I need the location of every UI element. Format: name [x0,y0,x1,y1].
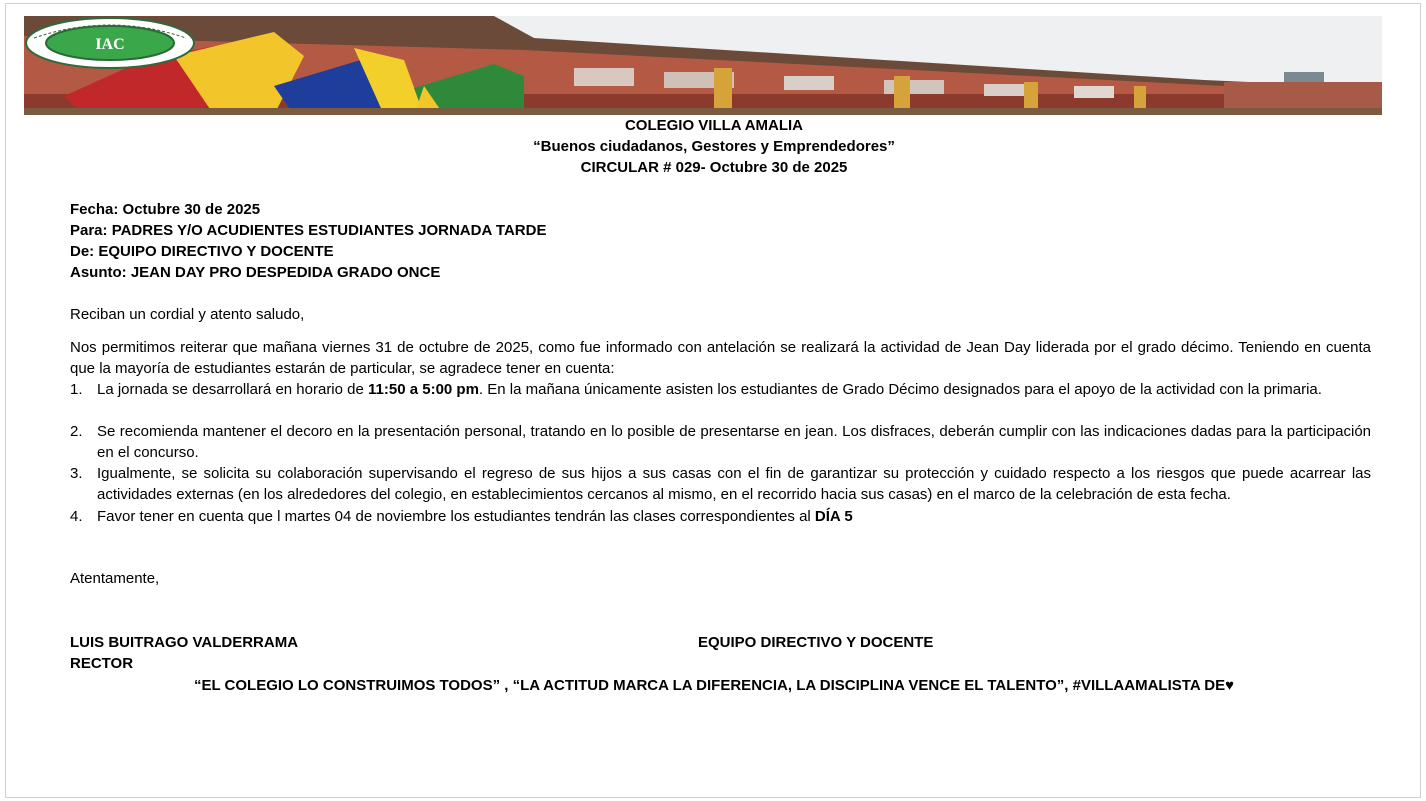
signature-team-name: EQUIPO DIRECTIVO Y DOCENTE [698,634,934,651]
signature-rector-name: LUIS BUITRAGO VALDERRAMA [70,634,299,651]
intro-paragraph: Nos permitimos reiterar que mañana viernes 31 de octubre de 2025, como fue informado con antelación se realizará la actividad de Jean Day liderada por el grado décimo. Teniendo en cuenta que la mayoría de estudiantes estarán de particular, se agradece tener en cuenta: [70,339,1371,377]
signature-rector-role: RECTOR [70,655,134,672]
svg-text:IAC: IAC [95,36,125,53]
document-page: IAC COLEGIO VILLA AMALIA “Buenos ciudadanos, Gestores y Emprendedores” CIRCULAR # 029- Octubre 30 de 2025 Fecha: Octubre 30 de 2025 Para: PADRES Y/O ACUDIENTES ESTUDIANTES JORNADA TARDE De: EQUIPO DIRECTIVO Y DOCENTE Asunto: JEAN DAY PRO DESPEDIDA GRADO ONCE Reciban un cordial y atento saludo, Nos permitimos reiterar que mañana viernes 31 de octubre de 2025, como fue informado con antelación se realizará la actividad de Jean Day liderada por el grado décimo. Teniendo en cuenta que la mayoría de estudiantes estarán de particular, se agradece tener en cuenta: 1. La jornada se desarrollará en horario de 11:50 a 5:00 pm. En la mañana únicamente asisten los estudiantes de Grado Décimo designados para el apoyo de la actividad con la primaria. 2. Se recomienda mantener el decoro en la presentación personal, tratando en lo posible de presentarse en jean. Los disfraces, deberán cumplir con las indicaciones dadas para la participación en el concurso. 3. Igualmente, se solicita su colaboración supervisando el regreso de sus hijos a sus casas con el fin de garantizar su protección y cuidado respecto a los riesgos que puede acarrear las actividades externas (en los alrededores del colegio, en establecimientos cercanos al mismo, en el recorrido hacia sus casas) en el marco de la celebración de esta fecha. 4. Favor tener en cuenta que l martes 04 de noviembre los estudiantes tendrán las clases correspondientes al DÍA 5 Atentamente, LUIS BUITRAGO VALDERRAMA RECTOR EQUIPO DIRECTIVO Y DOCENTE “EL COLEGIO LO CONSTRUIMOS TODOS” , “LA ACTITUD MARCA LA DIFERENCIA, LA DISCIPLINA VENCE EL TALENTO”, #VILLAAMALISTA DE♥ [5,3,1421,798]
closing: Atentamente, [70,570,160,587]
date-line: Fecha: Octubre 30 de 2025 [70,201,261,218]
school-slogan: “Buenos ciudadanos, Gestores y Emprendedores” [533,138,895,155]
school-name-heading: COLEGIO VILLA AMALIA [624,117,804,134]
recipient-line: Para: PADRES Y/O ACUDIENTES ESTUDIANTES JORNADA TARDE [70,222,547,239]
circular-title: CIRCULAR # 029- Octubre 30 de 2025 [580,159,848,176]
header-banner-image [24,16,1382,115]
school-building-photo [24,16,1382,115]
subject-line: Asunto: JEAN DAY PRO DESPEDIDA GRADO ONCE [70,264,441,281]
sender-line: De: EQUIPO DIRECTIVO Y DOCENTE [70,243,334,260]
school-motto: “EL COLEGIO LO CONSTRUIMOS TODOS” , “LA ACTITUD MARCA LA DIFERENCIA, LA DISCIPLINA VENCE EL TALENTO”, #VILLAAMALISTA DE♥ [193,677,1235,694]
school-seal-logo [24,16,196,70]
greeting: Reciban un cordial y atento saludo, [70,306,305,323]
